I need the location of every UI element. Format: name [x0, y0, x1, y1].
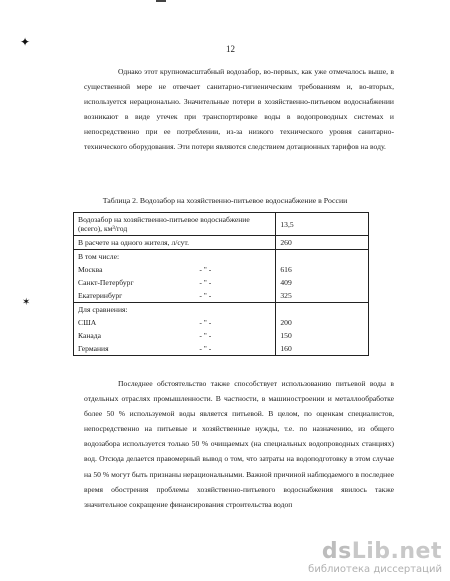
table-cell-value [276, 303, 369, 317]
top-mark [156, 0, 166, 2]
paragraph-2-text: Последнее обстоятельство также способствует использованию питьевой воды в отдельных отраслях промышленности. В частности, в машиностроении и металлообработке более 50 % используемой воды является питьевой. В целом, по оценкам специалистов, непосредственно на питьевые и хозяйственные нужды, т.е. по назначению, из общего водозабора используется только 50 % очищаемых (на специальных водопроводных станциях) вод. Отсюда делается правомерный вывод о том, что затраты на водоподготовку в этом случае на 50 % могут быть признаны нерациональными. Важной причиной наблюдаемого в последнее время обострения проблемы хозяйственно-питьевого водоснабжения явилось также значительное сокращение финансирования строительства водоп [84, 379, 394, 509]
paragraph-2 [84, 376, 394, 512]
table-cell-label: Москва - " - [74, 263, 276, 276]
table-row [74, 303, 369, 317]
watermark-logo: dsLib.net [321, 539, 442, 564]
table-row [74, 329, 369, 342]
table-row [74, 342, 369, 356]
table-cell-value: 260 [276, 236, 369, 250]
binder-mark-icon: ✦ [20, 35, 31, 49]
table-row [74, 316, 369, 329]
table-cell-label: Германия - " - [74, 342, 276, 356]
table-cell-value: 616 [276, 263, 369, 276]
table-cell-label: Водозабор на хозяйственно-питьевое водоснабжение (всего), км³/год [74, 213, 276, 236]
table-cell-label: США - " - [74, 316, 276, 329]
dslib-watermark [308, 541, 442, 575]
table-row [74, 250, 369, 264]
table-cell-value: 200 [276, 316, 369, 329]
table-cell-value: 150 [276, 329, 369, 342]
table-cell-value: 160 [276, 342, 369, 356]
table-row [74, 276, 369, 289]
table-cell-value: 13,5 [276, 213, 369, 236]
table-row [74, 263, 369, 276]
page-number: 12 [226, 44, 235, 54]
table-cell-label: Екатеринбург - " - [74, 289, 276, 303]
binder-mark-icon: ✶ [22, 297, 31, 308]
table-cell-label: Для сравнения: [74, 303, 276, 317]
table-caption: Таблица 2. Водозабор на хозяйственно-питьевое водоснабжение в России [102, 196, 348, 205]
table-cell-value: 409 [276, 276, 369, 289]
paragraph-1 [84, 64, 394, 155]
table-cell-label: Канада - " - [74, 329, 276, 342]
paragraph-1-text: Однако этот крупномасштабный водозабор, во-первых, как уже отмечалось выше, в существенной мере не отвечает санитарно-гигиеническим требованиям и, во-вторых, используется нерационально. Значительные потери в хозяйственно-питьевом водоснабжении возникают в виде утечек при транспортировке воды в водопроводных системах и непосредственно при ее потреблении, из-за низкого технического уровня санитарно-технического оборудования. Эти потери являются следствием дотационных тарифов на воду. [84, 67, 394, 152]
table-cell-value [276, 250, 369, 264]
table-row [74, 236, 369, 250]
water-intake-table [73, 212, 369, 356]
table-cell-label: Санкт-Петербург - " - [74, 276, 276, 289]
table-row [74, 289, 369, 303]
table-row [74, 213, 369, 236]
table-cell-value: 325 [276, 289, 369, 303]
table-cell-label: В расчете на одного жителя, л/сут. [74, 236, 276, 250]
table-cell-label: В том числе: [74, 250, 276, 264]
watermark-subtitle: библиотека диссертаций [308, 564, 442, 575]
